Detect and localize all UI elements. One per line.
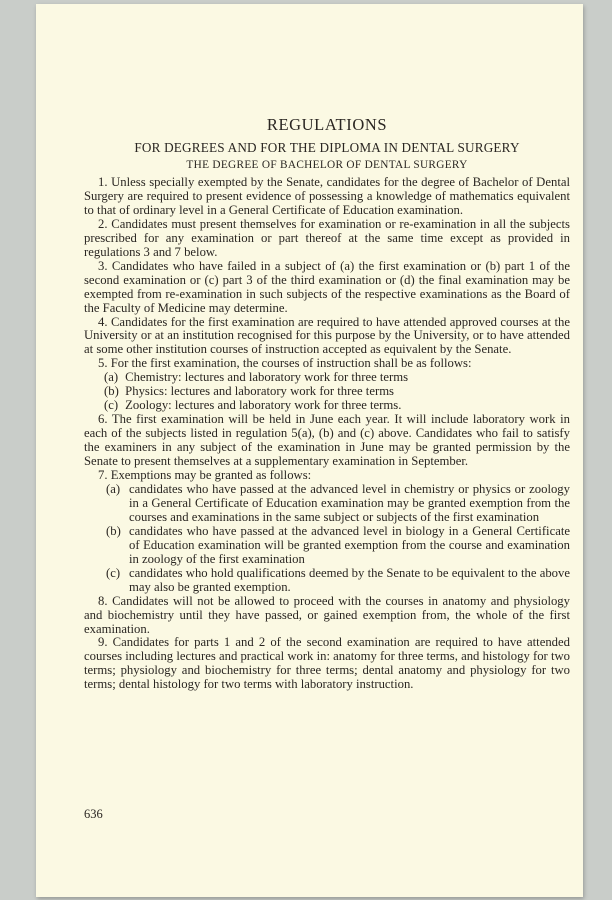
item-label: (a)	[104, 370, 119, 385]
regulation-text: Candidates for parts 1 and 2 of the second examination are required to have attended courses including lectures and practical work in: anatomy for three terms, and histology for two terms; physiology and biochemistry for three terms; dental anatomy and physiology for two terms; dental histology for two terms with laboratory instruction.	[84, 635, 570, 692]
regulation-number: 4.	[98, 314, 108, 329]
item-text: candidates who have passed at the advanced level in biology in a General Certificate of Education examination will be granted exemption from the course and examination in zoology of the first examination	[129, 523, 570, 566]
regulations-body	[84, 176, 570, 692]
regulation-7-item-c	[84, 567, 570, 595]
regulation-number: 8.	[98, 593, 108, 608]
regulation-5-item-c	[84, 399, 570, 413]
regulation-5-item-b	[84, 385, 570, 399]
regulation-6	[84, 413, 570, 469]
item-label: (b)	[106, 523, 121, 538]
item-text: Physics: lectures and laboratory work for three terms	[125, 384, 394, 399]
regulation-5	[84, 357, 570, 371]
item-label: (a)	[106, 481, 121, 496]
regulation-3	[84, 260, 570, 316]
regulation-text: Unless specially exempted by the Senate, candidates for the degree of Bachelor of Dental Surgery are required to present evidence of possessing a knowledge of mathematics equivalent to that of ordinary level in a General Certificate of Education examination.	[84, 175, 571, 217]
regulation-number: 5.	[98, 356, 108, 371]
regulation-8	[84, 595, 570, 637]
section-heading: THE DEGREE OF BACHELOR OF DENTAL SURGERY	[186, 159, 468, 171]
regulation-7-item-b	[84, 525, 570, 567]
regulation-text: Candidates must present themselves for examination or re-examination in all the subjects prescribed for any examination or part thereof at the same time except as provided in regulations 3 and 7 below.	[84, 216, 570, 259]
item-label: (c)	[106, 565, 121, 580]
regulation-number: 9.	[98, 635, 108, 650]
regulation-2	[84, 218, 570, 260]
item-text: Zoology: lectures and laboratory work for three terms.	[125, 398, 402, 413]
regulation-text: Candidates who have failed in a subject of (a) the first examination or (b) part 1 of the second examination or (c) part 3 of the third examination or (d) the final examination may be exempted from re-examination in such subjects of the respective examinations as the Board of the Faculty of Medicine may determine.	[84, 258, 571, 315]
regulation-5-item-a	[84, 371, 570, 385]
page-subtitle: FOR DEGREES AND FOR THE DIPLOMA IN DENTAL SURGERY	[134, 140, 520, 155]
regulation-7	[84, 469, 570, 483]
regulation-4	[84, 316, 570, 358]
item-text: Chemistry: lectures and laboratory work for three terms	[125, 370, 409, 385]
regulation-1	[84, 176, 570, 218]
regulation-text: Candidates will not be allowed to proceed with the courses in anatomy and physiology and biochemistry until they have passed, or gained exemption from, the whole of the first examination.	[84, 593, 570, 636]
regulation-number: 6.	[98, 412, 108, 427]
regulation-text: Exemptions may be granted as follows:	[110, 468, 312, 483]
regulation-text: For the first examination, the courses of instruction shall be as follows:	[110, 356, 472, 371]
item-label: (b)	[104, 384, 119, 399]
item-label: (c)	[104, 398, 119, 413]
regulation-text: Candidates for the first examination are required to have attended approved courses at the University or at an institution recognised for this purpose by the University, or to have attended at some other institution courses of instruction accepted as equivalent by the Senate.	[84, 314, 570, 357]
regulation-9	[84, 636, 570, 692]
page-title: REGULATIONS	[266, 115, 388, 134]
regulation-number: 3.	[98, 258, 108, 273]
item-text: candidates who hold qualifications deemed by the Senate to be equivalent to the above may also be granted exemption.	[129, 565, 570, 594]
document-page	[36, 4, 583, 897]
regulation-number: 1.	[98, 175, 108, 189]
regulation-text: The first examination will be held in June each year. It will include laboratory work in each of the subjects listed in regulation 5(a), (b) and (c) above. Candidates who fail to satisfy the examiners in any subject of the examination in June may be granted permission by the Senate to present themselves at a supplementary examination in September.	[84, 412, 570, 469]
item-text: candidates who have passed at the advanced level in chemistry or physics or zoology in a General Certificate of Education examination may be granted exemption from the courses and examinations in the same subject or subjects of the first examination	[129, 481, 570, 524]
regulation-number: 2.	[98, 216, 108, 231]
regulation-number: 7.	[98, 468, 108, 483]
page-number: 636	[84, 807, 103, 821]
regulation-7-item-a	[84, 483, 570, 525]
